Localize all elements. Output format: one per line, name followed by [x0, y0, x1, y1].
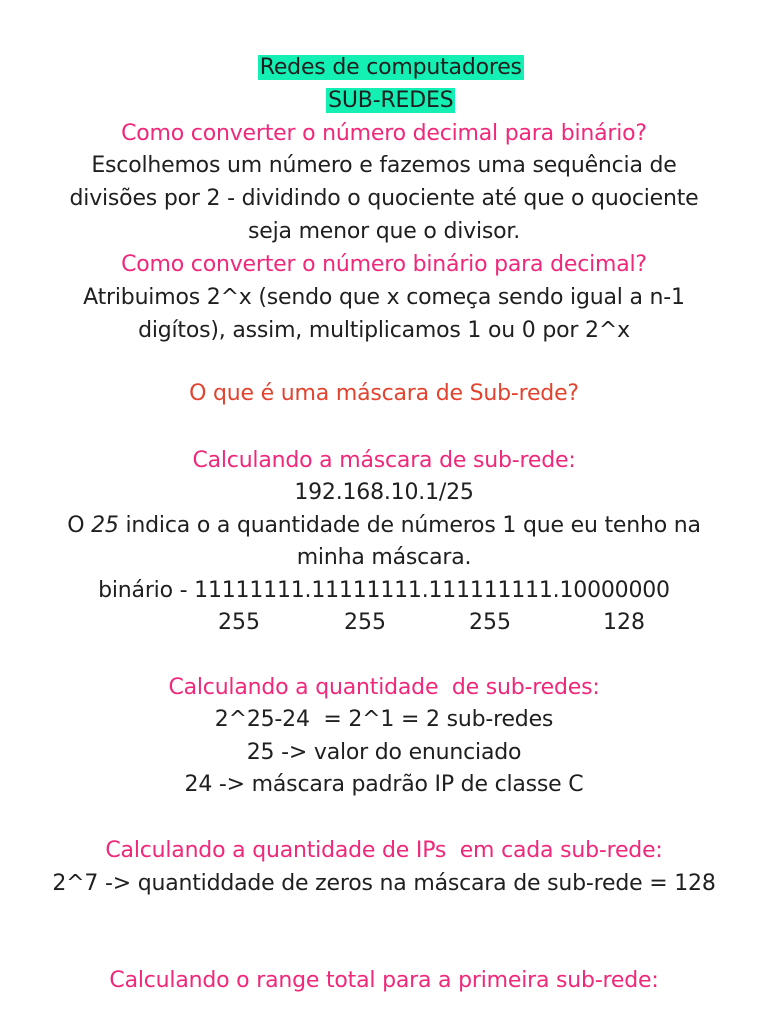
bin-to-dec-heading: Como converter o número binário para decimal? — [121, 252, 647, 277]
dec-to-bin-line-1: Escolhemos um número e fazemos uma sequência de — [91, 153, 677, 178]
calc-subnets-heading: Calculando a quantidade de sub-redes: — [168, 675, 600, 700]
calc-mask-desc — [0, 510, 768, 542]
calc-mask-desc-line-2: minha máscara. — [296, 545, 472, 570]
calc-mask-ip: 192.168.10.1/25 — [294, 480, 474, 505]
calc-subnets-line-3: 24 -> máscara padrão IP de classe C — [184, 772, 584, 797]
dec-to-bin-heading: Como converter o número decimal para binário? — [121, 121, 647, 146]
title-highlight-2: SUB-REDES — [328, 88, 454, 113]
title-line-2 — [0, 53, 768, 117]
dec-to-bin-line-2: divisões por 2 - dividindo o quociente até que o quociente — [69, 186, 699, 211]
octet-3: 255 — [469, 610, 511, 635]
calc-ips-heading: Calculando a quantidade de IPs em cada sub-rede: — [105, 838, 663, 863]
calc-mask-desc-suffix: indica o a quantidade de números 1 que eu tenho na — [118, 513, 701, 538]
bin-to-dec-line-2: digítos), assim, multiplicamos 1 ou 0 por 2^x — [138, 318, 630, 343]
title-highlight-1: Redes de computadores — [259, 55, 522, 80]
calc-mask-binary: binário - 11111111.11111111.111111111.10000000 — [98, 578, 670, 603]
calc-mask-heading: Calculando a máscara de sub-rede: — [192, 448, 576, 473]
bin-to-dec-line-1: Atribuimos 2^x (sendo que x começa sendo igual a n-1 — [83, 285, 685, 310]
calc-ips-line: 2^7 -> quantiddade de zeros na máscara de sub-rede = 128 — [52, 871, 716, 896]
calc-subnets-line-2: 25 -> valor do enunciado — [246, 740, 522, 765]
mask-question-heading: O que é uma máscara de Sub-rede? — [189, 381, 579, 406]
calc-mask-desc-italic: 25 — [91, 513, 119, 538]
calc-subnets-line-1: 2^25-24 = 2^1 = 2 sub-redes — [214, 707, 554, 732]
octet-1: 255 — [218, 610, 260, 635]
calc-mask-desc-prefix: O — [67, 513, 92, 538]
dec-to-bin-line-3: seja menor que o divisor. — [247, 219, 521, 244]
octet-2: 255 — [344, 610, 386, 635]
octet-4: 128 — [603, 610, 645, 635]
calc-range-heading: Calculando o range total para a primeira sub-rede: — [109, 968, 659, 993]
